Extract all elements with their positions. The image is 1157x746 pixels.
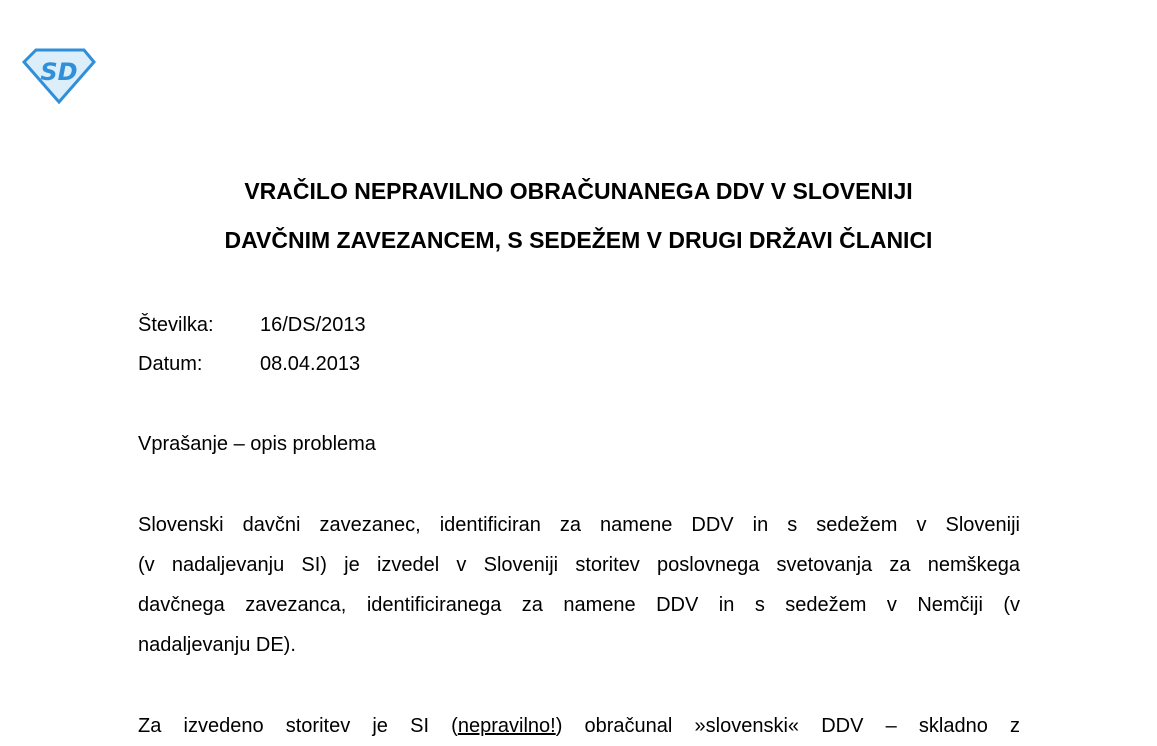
paragraph-line: (v nadaljevanju SI) je izvedel v Sloveniji storitev poslovnega svetovanja za nemškega bbox=[138, 554, 1020, 576]
underlined-emphasis: nepravilno! bbox=[457, 715, 556, 737]
document-date-value: 08.04.2013 bbox=[260, 353, 361, 375]
logo-text: SD bbox=[40, 58, 78, 86]
document-date-row bbox=[138, 353, 360, 376]
paragraph-line bbox=[138, 706, 1020, 746]
document-date-label: Datum: bbox=[138, 353, 203, 375]
section-heading: Vprašanje – opis problema bbox=[138, 433, 376, 455]
paragraph-line: nadaljevanju DE). bbox=[138, 634, 296, 656]
document-number-value: 16/DS/2013 bbox=[260, 314, 366, 336]
paragraph-text: ) obračunal »slovenski« DDV – skladno z bbox=[555, 715, 1020, 737]
paragraph-line: davčnega zavezanca, identificiranega za namene DDV in s sedežem v Nemčiji (v bbox=[138, 594, 1020, 616]
company-logo bbox=[22, 48, 96, 104]
document-number-label: Številka: bbox=[138, 314, 214, 336]
document-number-row bbox=[138, 314, 366, 337]
document-title-line-2: DAVČNIM ZAVEZANCEM, S SEDEŽEM V DRUGI DRŽAVI ČLANICI bbox=[224, 227, 933, 253]
paragraph-text: Za izvedeno storitev je SI ( bbox=[138, 715, 458, 737]
document-title-line-1: VRAČILO NEPRAVILNO OBRAČUNANEGA DDV V SLOVENIJI bbox=[244, 178, 913, 204]
sd-logo-icon bbox=[22, 48, 96, 104]
paragraph-2 bbox=[138, 706, 1020, 746]
paragraph-line: Slovenski davčni zavezanec, identificiran za namene DDV in s sedežem v Sloveniji bbox=[138, 514, 1020, 536]
paragraph-1 bbox=[138, 505, 1020, 665]
